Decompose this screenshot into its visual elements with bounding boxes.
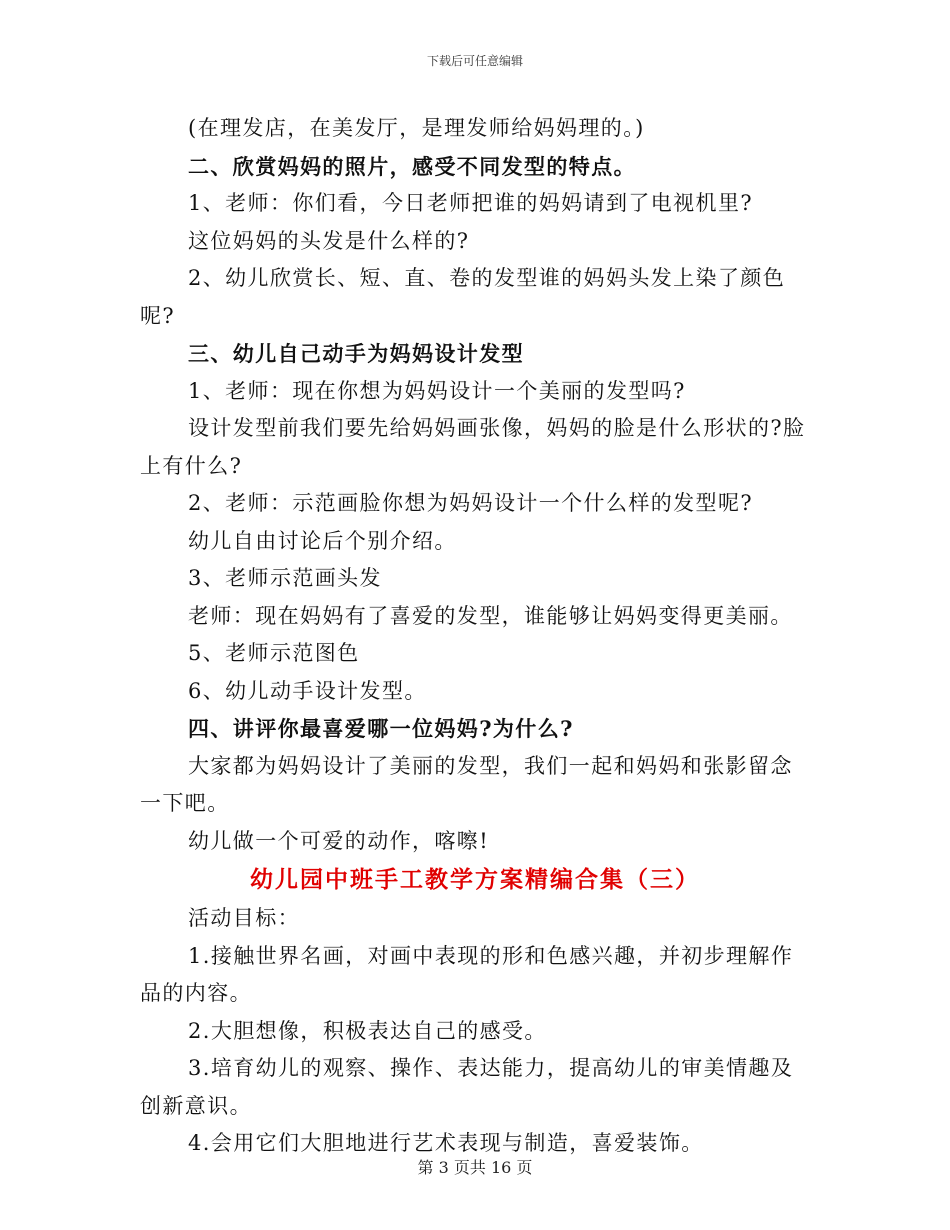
- page-footer: 第 3 页共 16 页: [417, 1158, 533, 1177]
- paragraph: (在理发店，在美发厅，是理发师给妈妈理的。): [188, 116, 645, 140]
- paragraph: 大家都为妈妈设计了美丽的发型，我们一起和妈妈和张影留念一下吧。: [140, 753, 793, 815]
- paragraph: 这位妈妈的头发是什么样的?: [188, 228, 470, 253]
- paragraph: 1.接触世界名画，对画中表现的形和色感兴趣，并初步理解作品的内容。: [140, 943, 794, 1005]
- paragraph: 6、幼儿动手设计发型。: [188, 678, 427, 703]
- paragraph: 活动目标：: [188, 906, 300, 930]
- paragraph: 1、老师：你们看，今日老师把谁的妈妈请到了电视机里?: [188, 191, 754, 215]
- paragraph: 3、老师示范画头发: [188, 566, 382, 590]
- page-header: 下载后可任意编辑: [426, 54, 523, 68]
- section-heading: 三、幼儿自己动手为妈妈设计发型: [188, 341, 524, 366]
- paragraph: 2、老师：示范画脸你想为妈妈设计一个什么样的发型呢?: [188, 491, 754, 515]
- paragraph: 2.大胆想像，积极表达自己的感受。: [188, 1018, 547, 1043]
- document-section-title: 幼儿园中班手工教学方案精编合集（三）: [250, 866, 700, 893]
- paragraph: 老师：现在妈妈有了喜爱的发型，谁能够让妈妈变得更美丽。: [188, 603, 793, 628]
- paragraph: 幼儿自由讨论后个别介绍。: [188, 528, 457, 553]
- paragraph: 幼儿做一个可爱的动作，喀嚓!: [188, 828, 490, 853]
- paragraph: 2、幼儿欣赏长、短、直、卷的发型谁的妈妈头发上染了颜色呢?: [140, 266, 786, 328]
- section-heading: 四、讲评你最喜爱哪一位妈妈?为什么?: [188, 716, 574, 741]
- document-body: [140, 110, 810, 1163]
- section-heading: 二、欣赏妈妈的照片，感受不同发型的特点。: [188, 153, 636, 179]
- paragraph: 1、老师：现在你想为妈妈设计一个美丽的发型吗?: [188, 378, 686, 403]
- paragraph: 3.培育幼儿的观察、操作、表达能力，提高幼儿的审美情趣及创新意识。: [140, 1056, 794, 1118]
- paragraph: 5、老师示范图色: [188, 641, 360, 665]
- paragraph: 设计发型前我们要先给妈妈画张像，妈妈的脸是什么形状的?脸上有什么?: [140, 416, 806, 478]
- paragraph: 4.会用它们大胆地进行艺术表现与制造，喜爱装饰。: [188, 1131, 704, 1155]
